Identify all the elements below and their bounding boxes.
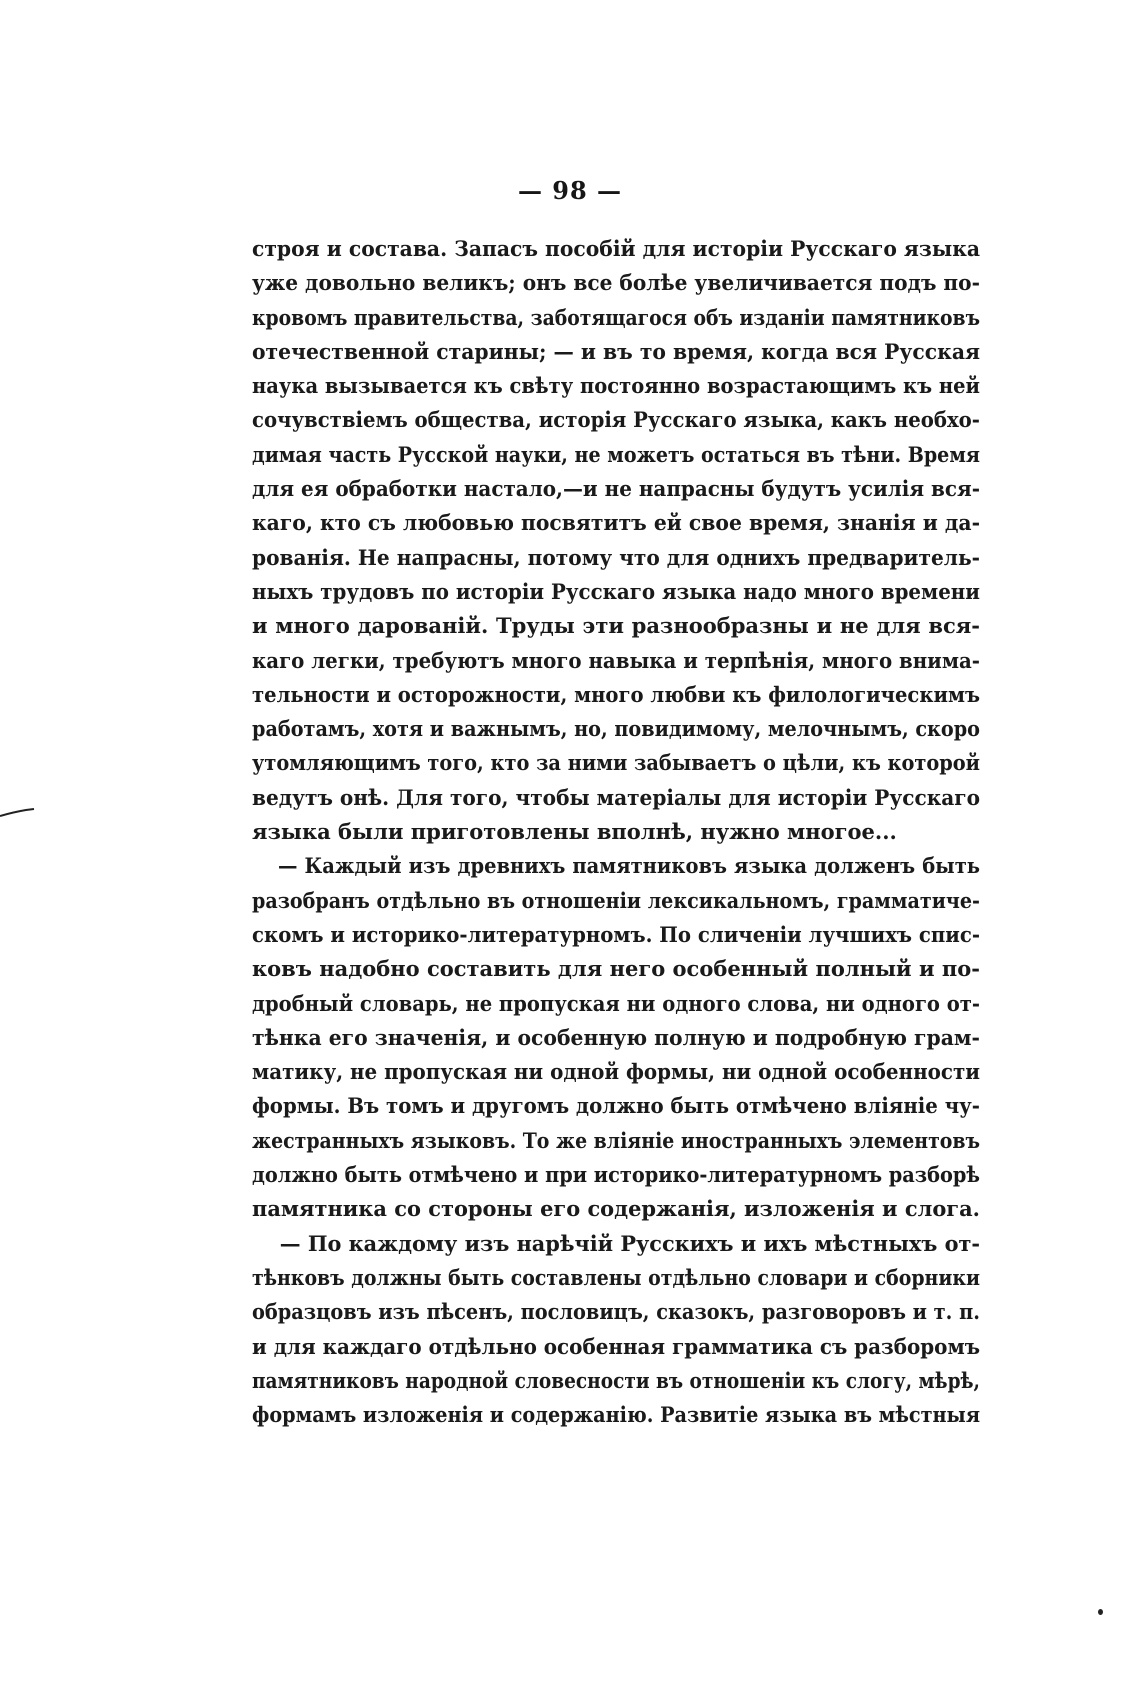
text-line: формамъ изложенія и содержанію. Развитіе языка въ мѣстныя	[252, 1402, 981, 1428]
text-line: памятниковъ народной словесности въ отношеніи къ слогу, мѣрѣ,	[252, 1367, 980, 1393]
body-text	[252, 232, 980, 1432]
text-line: ныхъ трудовъ по исторіи Русскаго языка надо много времени	[252, 578, 980, 604]
text-line: матику, не пропуская ни одной формы, ни одной особенности	[252, 1059, 980, 1085]
text-line: каго, кто съ любовью посвятитъ ей свое время, знанія и да-	[252, 510, 981, 536]
margin-pencil-mark	[0, 806, 38, 820]
text-line: ведутъ онѣ. Для того, чтобы матеріалы для исторіи Русскаго	[252, 784, 980, 810]
text-line: ковъ надобно составить для него особенный полный и по-	[252, 956, 980, 982]
text-line: каго легки, требуютъ много навыка и терпѣнія, много внима-	[252, 647, 981, 673]
text-line: разобранъ отдѣльно въ отношеніи лексикальномъ, грамматиче-	[252, 887, 980, 913]
text-line: жестранныхъ языковъ. То же вліяніе иностранныхъ элементовъ	[252, 1127, 981, 1153]
text-line: тѣнковъ должны быть составлены отдѣльно словари и сборники	[252, 1264, 981, 1290]
text-line: формы. Въ томъ и другомъ должно быть отмѣчено вліяніе чу-	[252, 1093, 980, 1119]
text-line: рованія. Не напрасны, потому что для однихъ предваритель-	[252, 544, 981, 570]
page-number: — 98 —	[517, 176, 623, 205]
text-line: языка были приготовлены вполнѣ, нужно многое...	[252, 819, 897, 845]
text-line: работамъ, хотя и важнымъ, но, повидимому, мелочнымъ, скоро	[252, 716, 980, 742]
text-line: скомъ и историко-литературномъ. По сличеніи лучшихъ спис-	[252, 921, 981, 947]
ink-speck	[1098, 1609, 1103, 1615]
text-line: сочувствіемъ общества, исторія Русскаго языка, какъ необхо-	[252, 407, 980, 433]
text-line: наука вызывается къ свѣту постоянно возрастающимъ къ ней	[252, 373, 980, 399]
text-line: уже довольно великъ; онъ все болѣе увеличивается подъ по-	[252, 270, 980, 296]
text-line: и много дарованій. Труды эти разнообразны и не для вся-	[252, 613, 980, 639]
text-line: — Каждый изъ древнихъ памятниковъ языка долженъ быть	[277, 853, 981, 879]
text-line: тельности и осторожности, много любви къ филологическимъ	[252, 681, 981, 707]
text-line: димая часть Русской науки, не можетъ остаться въ тѣни. Время	[252, 441, 980, 467]
text-line: памятника со стороны его содержанія, изложенія и слога.	[252, 1196, 980, 1222]
text-line: отечественной старины; — и въ то время, когда вся Русская	[252, 338, 980, 364]
text-line: строя и состава. Запасъ пособій для исторіи Русскаго языка	[252, 236, 981, 261]
text-line: — По каждому изъ нарѣчій Русскихъ и ихъ мѣстныхъ от-	[279, 1230, 981, 1256]
text-line: должно быть отмѣчено и при историко-литературномъ разборѣ	[252, 1162, 980, 1188]
text-line: утомляющимъ того, кто за ними забываетъ о цѣли, къ которой	[252, 750, 981, 776]
text-line: дробный словарь, не пропуская ни одного слова, ни одного от-	[252, 990, 981, 1016]
text-line: образцовъ изъ пѣсенъ, пословицъ, сказокъ, разговоровъ и т. п.	[252, 1299, 980, 1325]
text-line: и для каждаго отдѣльно особенная грамматика съ разборомъ	[252, 1333, 981, 1359]
text-line: тѣнка его значенія, и особенную полную и подробную грам-	[252, 1024, 980, 1050]
text-line: кровомъ правительства, заботящагося объ изданіи памятниковъ	[252, 304, 980, 330]
text-line: для ея обработки настало,—и не напрасны будутъ усилія вся-	[252, 476, 981, 502]
